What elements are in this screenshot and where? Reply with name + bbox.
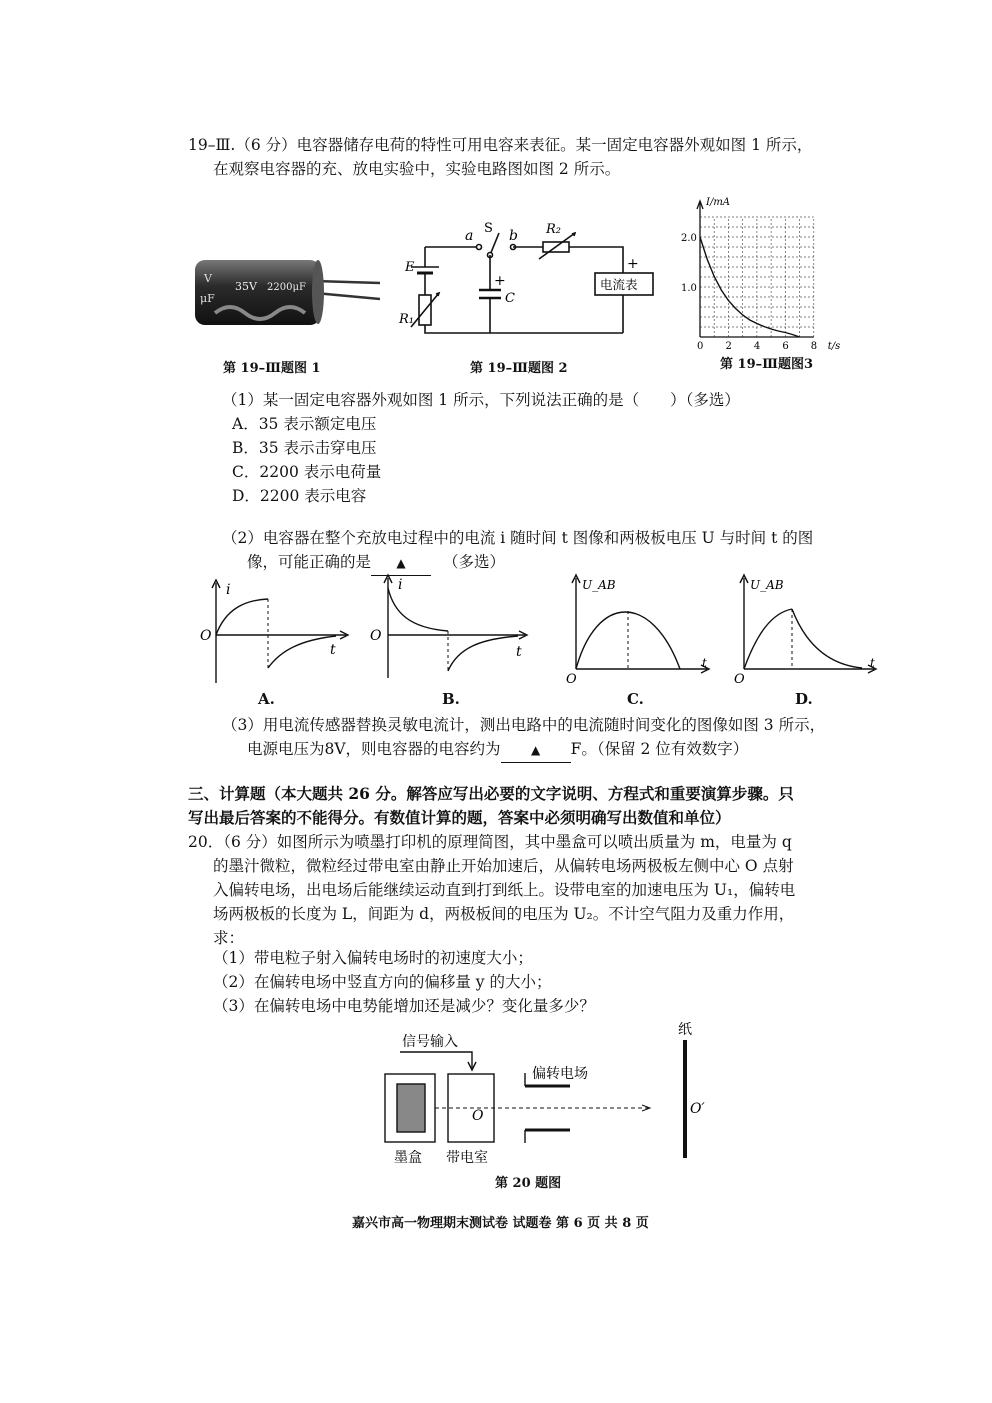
- blank-triangle-mark: ▲: [396, 556, 406, 570]
- part2-line2-prefix: 像，可能正确的是: [247, 553, 372, 571]
- fig2-caption: 第 19–Ⅲ题图 2: [470, 361, 568, 376]
- graph-d-origin: O: [734, 672, 745, 687]
- graph-c-ylabel: U_AB: [582, 578, 616, 592]
- part1-stem: （1）某一固定电容器外观如图 1 所示，下列说法正确的是（ ）（多选）: [222, 391, 740, 409]
- fig3-caption: 第 19–Ⅲ题图3: [720, 357, 813, 372]
- part3-line1: （3）用电流传感器替换灵敏电流计，测出电路中的电流随时间变化的图像如图 3 所示，: [222, 716, 826, 734]
- graph-a-letter: A.: [258, 690, 275, 708]
- q20-part3: （3）在偏转电场中电势能增加还是减少？变化量多少？: [213, 997, 595, 1015]
- circuit-label-e: E: [405, 260, 415, 275]
- circuit-label-r1: R₁: [399, 312, 414, 327]
- chart3-x-tick: 0: [697, 341, 704, 352]
- part3-line2-prefix: 电源电压为8V，则电容器的电容约为: [247, 740, 501, 758]
- charging-chamber-label: 带电室: [446, 1150, 488, 1166]
- capacitor-print-uf: μF: [200, 292, 215, 305]
- graph-a: [196, 578, 356, 688]
- part1-option-b: B．35 表示击穿电压: [232, 439, 377, 457]
- ink-box-label: 墨盒: [394, 1150, 422, 1166]
- q20-line-5: 求：: [213, 929, 245, 947]
- section3-line1: 三、计算题（本大题共 26 分。解答应写出必要的文字说明、方程式和重要演算步骤。只: [188, 784, 794, 803]
- circuit-label-a: a: [465, 228, 474, 244]
- current-time-chart: [680, 185, 860, 350]
- q20-line-2: 的墨汁微粒，微粒经过带电室由静止开始加速后，从偏转电场两极板左侧中心 O 点射: [213, 857, 794, 875]
- part2-line2-suffix: （多选）: [443, 553, 506, 571]
- page-footer: 嘉兴市高一物理期末测试卷 试题卷 第 6 页 共 8 页: [352, 1216, 649, 1231]
- part3-line2-suffix: F。（保留 2 位有效数字）: [570, 740, 749, 758]
- chart3-x-tick: 2: [725, 341, 732, 352]
- q19-intro-line1: 19–Ⅲ.（6 分）电容器储存电荷的特性可用电容来表征。某一固定电容器外观如图 1 所示，: [188, 136, 813, 154]
- chart3-x-tick: 6: [782, 341, 789, 352]
- q20-line-4: 场两极板的长度为 L，间距为 d，两极板间的电压为 U₂。不计空气阻力及重力作用，: [213, 905, 795, 923]
- graph-c-letter: C.: [627, 690, 644, 708]
- graph-d-letter: D.: [795, 690, 813, 708]
- graph-c-xlabel: t: [702, 656, 707, 670]
- signal-input-label: 信号输入: [402, 1034, 458, 1050]
- graph-c-origin: O: [566, 672, 577, 687]
- circuit-plus-capacitor: +: [494, 273, 506, 289]
- chart3-xlabel: t/s: [827, 341, 841, 352]
- circuit-label-c: C: [505, 291, 515, 306]
- part1-option-c: C．2200 表示电荷量: [232, 463, 382, 481]
- graph-a-ylabel: i: [226, 582, 231, 598]
- capacitor-photo: [190, 255, 390, 335]
- graph-d-xlabel: t: [870, 656, 875, 670]
- ammeter-label: 电流表: [600, 277, 638, 292]
- inkjet-printer-diagram: [380, 1018, 720, 1168]
- chart3-x-tick: 4: [753, 341, 761, 352]
- graph-b: [370, 573, 535, 683]
- q20-line-3: 入偏转电场，出电场后能继续运动直到打到纸上。设带电室的加速电压为 U₁，偏转电: [213, 881, 796, 899]
- point-o-prime-label: O′: [690, 1101, 705, 1117]
- circuit-label-b: b: [509, 228, 518, 244]
- part1-option-d: D．2200 表示电容: [232, 487, 367, 505]
- fig1-caption: 第 19–Ⅲ题图 1: [223, 361, 321, 376]
- part3-line2: [247, 737, 748, 763]
- circuit-label-r2: R₂: [546, 222, 561, 237]
- capacitor-print-35v: 35V: [235, 280, 257, 293]
- graph-d: [732, 573, 892, 687]
- part1-option-a: A．35 表示额定电压: [232, 415, 377, 433]
- graph-b-letter: B.: [442, 690, 460, 708]
- point-o-label: O: [472, 1108, 484, 1124]
- graph-a-xlabel: t: [330, 642, 336, 658]
- blank-triangle-mark: ▲: [530, 743, 541, 757]
- circuit-label-s: S: [484, 221, 493, 236]
- chart3-x-tick: 8: [810, 341, 818, 352]
- graph-d-ylabel: U_AB: [750, 578, 784, 592]
- paper-label: 纸: [678, 1022, 692, 1038]
- q20-part1: （1）带电粒子射入偏转电场时的初速度大小；: [213, 949, 533, 967]
- chart3-ylabel: I/mA: [706, 197, 731, 208]
- q20-part2: （2）在偏转电场中竖直方向的偏移量 y 的大小；: [213, 973, 552, 991]
- q20-line-1: 20．（6 分）如图所示为喷墨打印机的原理简图，其中墨盒可以喷出质量为 m，电量为 q: [188, 833, 792, 851]
- graph-c: [562, 573, 722, 687]
- capacitor-print-cap: 2200μF: [267, 282, 306, 293]
- q19-intro-line2: 在观察电容器的充、放电实验中，实验电路图如图 2 所示。: [213, 160, 621, 178]
- graph-a-origin: O: [200, 628, 212, 644]
- circuit-plus-ammeter: +: [627, 256, 639, 272]
- graph-b-ylabel: i: [398, 577, 403, 593]
- circuit-diagram: [395, 215, 639, 345]
- chart3-y-tick: 1.0: [681, 283, 697, 294]
- answer-blank-3: [501, 737, 571, 763]
- graph-b-origin: O: [370, 628, 382, 644]
- chart3-y-tick: 2.0: [681, 233, 697, 244]
- part2-line1: （2）电容器在整个充放电过程中的电流 i 随时间 t 图像和两极板电压 U 与时间 t 的图: [222, 529, 814, 547]
- deflection-field-label: 偏转电场: [532, 1066, 588, 1082]
- graph-b-xlabel: t: [516, 644, 522, 660]
- capacitor-print-v: V: [204, 272, 212, 285]
- fig20-caption: 第 20 题图: [495, 1176, 562, 1191]
- section3-line2: 写出最后答案的不能得分。有数值计算的题，答案中必须明确写出数值和单位）: [188, 808, 731, 827]
